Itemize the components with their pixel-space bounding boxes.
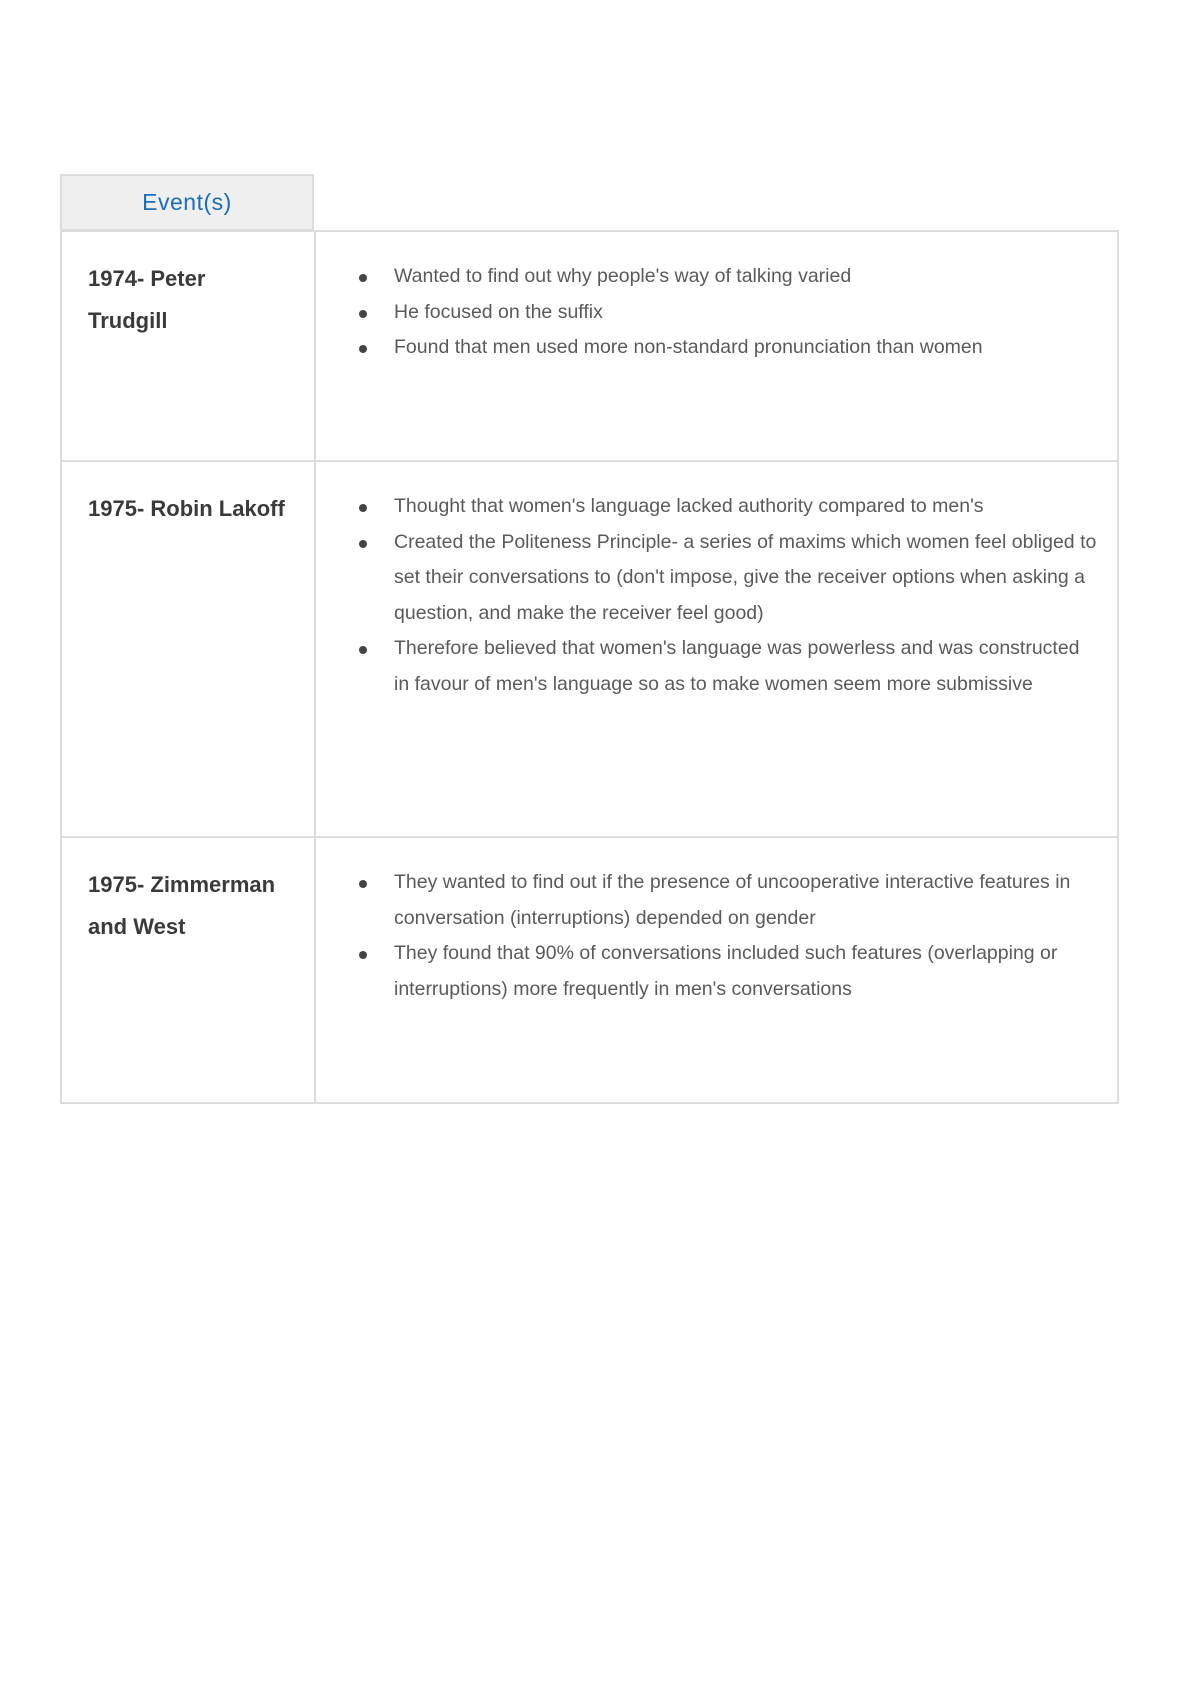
events-table [60,230,1119,1104]
bullet-list [316,232,1117,366]
events-header-label: Event(s) [142,189,232,215]
list-item: He focused on the suffix [394,295,1097,331]
researcher-label: 1974- Peter Trudgill [88,266,206,333]
points-cell [315,837,1118,1103]
list-item: They wanted to find out if the presence of uncooperative interactive features in conversation (interruptions) depended on gender [394,865,1097,936]
events-header-cell [60,174,314,231]
table-row [61,837,1118,1103]
bullet-list [316,462,1117,702]
bullet-list [316,838,1117,1007]
who-cell [61,837,315,1103]
table-row [61,231,1118,461]
list-item: Created the Politeness Principle- a series of maxims which women feel obliged to set their conversations to (don't impose, give the receiver options when asking a question, and make the receiver feel good) [394,525,1097,632]
who-cell [61,231,315,461]
researcher-label: 1975- Zimmerman and West [88,872,276,939]
list-item: Thought that women's language lacked authority compared to men's [394,489,1097,525]
list-item: Therefore believed that women's language was powerless and was constructed in favour of men's language so as to make women seem more submissive [394,631,1097,702]
who-cell [61,461,315,837]
table-row [61,461,1118,837]
list-item: Wanted to find out why people's way of talking varied [394,259,1097,295]
list-item: They found that 90% of conversations included such features (overlapping or interruptions) more frequently in men's conversations [394,936,1097,1007]
researcher-label: 1975- Robin Lakoff [88,496,285,521]
points-cell [315,231,1118,461]
list-item: Found that men used more non-standard pronunciation than women [394,330,1097,366]
points-cell [315,461,1118,837]
